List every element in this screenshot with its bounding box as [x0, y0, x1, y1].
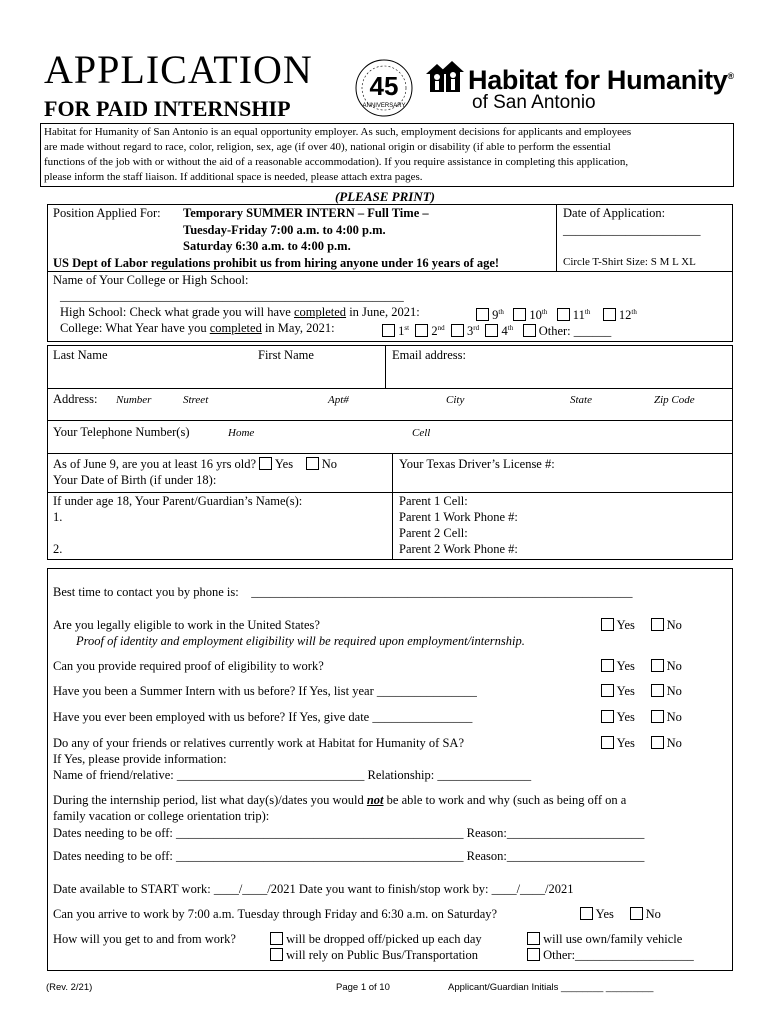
org-name — [468, 60, 734, 96]
not-work-post: be able to work and why (such as being off on a — [383, 793, 627, 807]
age-question — [53, 457, 337, 472]
no-label: No — [666, 659, 682, 673]
last-name-label: Last Name — [53, 348, 108, 362]
age-yes-checkbox[interactable] — [259, 457, 272, 470]
school-name-label: Name of Your College or High School: — [53, 273, 249, 287]
friend-name-field[interactable]: Name of friend/relative: ______________________________ Relationship: _______________ — [53, 768, 532, 782]
grade-11-label: 11 — [572, 308, 585, 323]
yes-label: Yes — [616, 710, 635, 724]
grade-10-label: 10 — [529, 308, 542, 323]
friends-yes-checkbox[interactable] — [601, 736, 614, 749]
not-work-line-2: family vacation or college orientation trip): — [53, 809, 270, 823]
transport-opt4-label[interactable]: Other:___________________ — [543, 948, 694, 962]
grade-12-label: 12 — [618, 308, 632, 323]
legal-no-checkbox[interactable] — [651, 618, 664, 631]
telephone-home: Home — [228, 427, 255, 439]
year-3-checkbox[interactable] — [451, 324, 464, 337]
position-line-2: Tuesday-Friday 7:00 a.m. to 4:00 p.m. — [183, 223, 386, 237]
not-work-pre: During the internship period, list what day(s)/dates you would — [53, 793, 367, 807]
transport-bus-checkbox[interactable] — [270, 948, 283, 961]
guardian-1: 1. — [53, 510, 63, 524]
school-name-field[interactable]: _______________________________________________________ — [60, 289, 404, 303]
no-label: No — [666, 684, 682, 698]
address-state: State — [570, 394, 592, 406]
dol-notice: US Dept of Labor regulations prohibit us from hiring anyone under 16 years of age! — [53, 256, 500, 270]
transport-option-4 — [527, 948, 694, 963]
hs-label-post: in June, 2021: — [346, 305, 420, 319]
proof-question: Can you provide required proof of eligibility to work? — [53, 659, 324, 673]
start-date-row[interactable]: Date available to START work: ____/____/2021 Date you want to finish/stop work by: ____/____/2021 — [53, 882, 574, 896]
transport-option-1 — [270, 932, 482, 947]
sup-th: th — [584, 308, 591, 316]
tshirt-label-text: Circle T-Shirt Size: — [563, 256, 648, 268]
hs-label-pre: High School: Check what grade you will have — [60, 305, 294, 319]
summer-yes-no — [601, 684, 682, 699]
not-work-question — [53, 793, 626, 808]
transport-opt1-label: will be dropped off/picked up each day — [286, 932, 482, 946]
age-no-checkbox[interactable] — [306, 457, 319, 470]
guardian-label: If under age 18, Your Parent/Guardian’s Name(s): — [53, 494, 303, 508]
position-line-3: Saturday 6:30 a.m. to 4:00 p.m. — [183, 239, 351, 253]
yes-label: Yes — [595, 907, 614, 921]
year-3-label: 3 — [467, 324, 474, 339]
legal-yes-no — [601, 618, 682, 633]
age-no-label: No — [321, 457, 337, 471]
address-apt: Apt# — [328, 394, 349, 406]
guardian-2: 2. — [53, 542, 63, 556]
parent2-work: Parent 2 Work Phone #: — [399, 542, 518, 556]
transport-question: How will you get to and from work? — [53, 932, 236, 946]
college-year-row — [60, 321, 335, 336]
year-2-checkbox[interactable] — [415, 324, 428, 337]
best-time-field[interactable]: _____________________________________________________________ — [251, 585, 633, 599]
registered-mark: ® — [727, 71, 734, 81]
dates-off-2[interactable]: Dates needing to be off: ______________________________________________ Reason:______________________ — [53, 849, 645, 863]
page-subtitle: FOR PAID INTERNSHIP — [44, 96, 291, 121]
employed-field[interactable]: ________________ — [372, 710, 473, 724]
employed-yes-no — [601, 710, 682, 725]
intro-line-4: please inform the staff liaison. If additional space is needed, please attach extra pages. — [44, 171, 423, 183]
legal-note: Proof of identity and employment eligibility will be required upon employment/internship. — [76, 634, 525, 648]
other-year-label[interactable]: Other: ______ — [538, 324, 612, 339]
anniversary-seal — [354, 58, 414, 118]
intro-line-1: Habitat for Humanity of San Antonio is an equal opportunity employer. As such, employment decisions for applicants and employees — [44, 126, 632, 138]
address-label: Address: — [53, 392, 98, 406]
dob-label: Your Date of Birth (if under 18): — [53, 473, 217, 487]
date-of-application-field[interactable]: ______________________ — [563, 223, 701, 237]
initials-field[interactable]: Applicant/Guardian Initials ________ _________ — [448, 982, 654, 993]
not-work-emph: not — [366, 793, 384, 807]
sup-th: th — [507, 324, 514, 332]
college-label-post: in May, 2021: — [261, 321, 335, 335]
proof-no-checkbox[interactable] — [651, 659, 664, 672]
grade-11-checkbox[interactable] — [557, 308, 570, 321]
intro-line-2: are made without regard to race, color, religion, sex, age (if over 40), national origin or disability (if able to perform the essential — [44, 141, 611, 153]
best-time-label: Best time to contact you by phone is: — [53, 585, 239, 599]
proof-yes-no — [601, 659, 682, 674]
year-2-label: 2 — [431, 324, 438, 339]
legal-yes-checkbox[interactable] — [601, 618, 614, 631]
tshirt-sizes[interactable]: S M L XL — [650, 256, 696, 268]
year-4-checkbox[interactable] — [485, 324, 498, 337]
age-yes-label: Yes — [274, 457, 294, 471]
no-label: No — [645, 907, 661, 921]
summer-intern-field[interactable]: ________________ — [376, 684, 477, 698]
arrive-no-checkbox[interactable] — [630, 907, 643, 920]
age-question-text: As of June 9, are you at least 16 yrs old? — [53, 457, 257, 471]
transport-opt3-label: will rely on Public Bus/Transportation — [286, 948, 479, 962]
summer-intern-question — [53, 684, 477, 699]
yes-label: Yes — [616, 659, 635, 673]
org-name-text: Habitat for Humanity — [468, 65, 728, 95]
no-label: No — [666, 710, 682, 724]
parent1-cell: Parent 1 Cell: — [399, 494, 468, 508]
legal-question: Are you legally eligible to work in the United States? — [53, 618, 320, 632]
position-line-1: Temporary SUMMER INTERN – Full Time – — [183, 206, 429, 220]
grade-9-label: 9 — [492, 308, 499, 323]
telephone-cell: Cell — [412, 427, 431, 439]
transport-dropped-off-checkbox[interactable] — [270, 932, 283, 945]
grade-12-checkbox[interactable] — [603, 308, 616, 321]
org-location: of San Antonio — [472, 92, 596, 113]
transport-option-2 — [527, 932, 682, 947]
employed-label: Have you ever been employed with us before? If Yes, give date — [53, 710, 370, 724]
friends-info: If Yes, please provide information: — [53, 752, 227, 766]
page-title: APPLICATION — [44, 47, 313, 92]
arrive-question: Can you arrive to work by 7:00 a.m. Tuesday through Friday and 6:30 a.m. on Saturday? — [53, 907, 498, 921]
intro-line-3: functions of the job with or without the aid of a reasonable accommodation). If you require assistance in completing this application, — [44, 156, 629, 168]
no-label: No — [666, 618, 682, 632]
best-time-question — [53, 585, 633, 600]
habitat-logo-icon — [424, 58, 464, 94]
address-city: City — [446, 394, 465, 406]
year-1-label: 1 — [398, 324, 405, 339]
friends-yes-no — [601, 736, 682, 751]
year-1-checkbox[interactable] — [382, 324, 395, 337]
transport-other-checkbox[interactable] — [527, 948, 540, 961]
address-street: Street — [183, 394, 209, 406]
sup-th: th — [498, 308, 504, 316]
please-print: (PLEASE PRINT) — [334, 189, 436, 204]
transport-option-3 — [270, 948, 478, 963]
no-label: No — [666, 736, 682, 750]
dates-off-1[interactable]: Dates needing to be off: ______________________________________________ Reason:______________________ — [53, 826, 645, 840]
summer-intern-label: Have you been a Summer Intern with us before? If Yes, list year — [53, 684, 374, 698]
summer-yes-checkbox[interactable] — [601, 684, 614, 697]
yes-label: Yes — [616, 684, 635, 698]
arrive-yes-no — [580, 907, 661, 922]
address-zip: Zip Code — [654, 394, 695, 406]
sup-th: th — [631, 308, 637, 316]
grade-9-checkbox[interactable] — [476, 308, 489, 321]
high-school-grade-row — [60, 305, 420, 320]
first-name-label: First Name — [258, 348, 314, 362]
date-of-application-label: Date of Application: — [563, 206, 666, 220]
sup-th: th — [541, 308, 548, 316]
anniversary-text: ANNIVERSARY — [362, 103, 406, 109]
grade-10-checkbox[interactable] — [513, 308, 526, 321]
college-label-completed: completed — [209, 321, 262, 335]
anniversary-number: 45 — [369, 71, 399, 101]
page-number: Page 1 of 10 — [336, 982, 390, 993]
arrive-yes-checkbox[interactable] — [580, 907, 593, 920]
sup-st: st — [404, 324, 410, 332]
revision-note: (Rev. 2/21) — [46, 982, 93, 993]
employed-no-checkbox[interactable] — [651, 710, 664, 723]
year-4-label: 4 — [501, 324, 508, 339]
position-label: Position Applied For: — [53, 206, 161, 220]
tshirt-size-label — [563, 255, 696, 270]
college-year-options — [382, 321, 611, 339]
employed-yes-checkbox[interactable] — [601, 710, 614, 723]
yes-label: Yes — [616, 618, 635, 632]
address-number: Number — [116, 394, 152, 406]
parent2-cell: Parent 2 Cell: — [399, 526, 468, 540]
employed-question — [53, 710, 472, 725]
yes-label: Yes — [616, 736, 635, 750]
email-label: Email address: — [392, 348, 466, 362]
license-label: Your Texas Driver’s License #: — [399, 457, 555, 471]
transport-opt2-label: will use own/family vehicle — [543, 932, 683, 946]
proof-yes-checkbox[interactable] — [601, 659, 614, 672]
sup-nd: nd — [437, 324, 445, 332]
parent1-work: Parent 1 Work Phone #: — [399, 510, 518, 524]
sup-rd: rd — [473, 324, 480, 332]
other-year-checkbox[interactable] — [523, 324, 536, 337]
summer-no-checkbox[interactable] — [651, 684, 664, 697]
friends-question: Do any of your friends or relatives currently work at Habitat for Humanity of SA? — [53, 736, 464, 750]
transport-own-vehicle-checkbox[interactable] — [527, 932, 540, 945]
hs-label-completed: completed — [293, 305, 347, 319]
college-label-pre: College: What Year have you — [60, 321, 210, 335]
telephone-label: Your Telephone Number(s) — [53, 425, 190, 439]
friends-no-checkbox[interactable] — [651, 736, 664, 749]
